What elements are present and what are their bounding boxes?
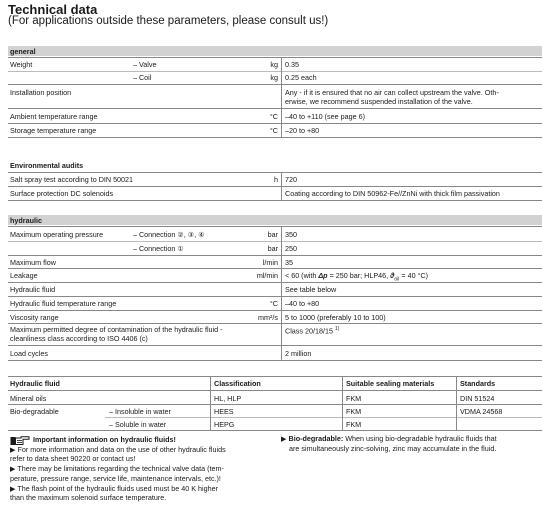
visc-value: 5 to 1000 (preferably 10 to 100) — [285, 313, 386, 322]
divider — [8, 296, 542, 297]
contam-label-line2: cleanliness class according to ISO 4406 (c) — [10, 334, 148, 343]
divider — [8, 376, 542, 377]
storage-value: –20 to +80 — [285, 126, 320, 135]
table-cell-sealing: FKM — [346, 394, 362, 403]
leak-value: < 60 (with Δp = 250 bar; HLP46, $ϑ_{oil} = 40$ °C) — [285, 271, 429, 283]
table-header-fluid: Hydraulic fluid — [10, 379, 60, 388]
weight-valve-label: – Valve — [133, 60, 157, 69]
conn1-unit: bar — [267, 230, 278, 239]
notes-heading: Important information on hydraulic fluids! — [33, 435, 176, 444]
divider — [8, 255, 542, 256]
surface-label: Surface protection DC solenoids — [10, 189, 114, 198]
divider — [8, 390, 542, 391]
table-cell-standards: DIN 51524 — [460, 394, 495, 403]
fluid-temp-value: –40 to +80 — [285, 299, 320, 308]
ambient-label: Ambient temperature range — [10, 112, 98, 121]
weight-coil-value: 0.25 each — [285, 73, 317, 82]
contam-value: Class 20/18/15 $^{1)}$ — [285, 326, 340, 336]
ambient-value: –40 to +110 (see page 6) — [285, 112, 365, 121]
table-cell-subtype: – Insoluble in water — [109, 407, 171, 416]
salt-unit: h — [274, 175, 278, 184]
divider — [8, 360, 542, 361]
salt-label: Salt spray test according to DIN 50021 — [10, 175, 134, 184]
visc-label: Viscosity range — [10, 313, 59, 322]
divider — [8, 57, 542, 58]
table-header-sealing: Suitable sealing materials — [346, 379, 435, 388]
note-line: ▶ The flash point of the hydraulic fluids used must be 40 K higher — [10, 484, 218, 493]
bio-note-line2: are simultaneously zinc-solving, zinc may accumulate in the fluid. — [289, 444, 497, 453]
fluid-temp-label: Hydraulic fluid temperature range — [10, 299, 117, 308]
section-title-general: general — [10, 47, 36, 56]
divider — [8, 268, 542, 269]
table-cell-standards: VDMA 24568 — [460, 407, 503, 416]
divider — [8, 108, 542, 109]
table-cell-sealing: FKM — [346, 420, 362, 429]
divider — [8, 226, 542, 227]
divider — [8, 71, 542, 72]
note-line: than the maximum solenoid surface temperature. — [10, 493, 167, 502]
page-title: Technical data — [8, 2, 98, 17]
divider — [8, 345, 542, 346]
flow-value: 35 — [285, 258, 293, 267]
divider — [8, 172, 542, 173]
conn2-label: – Connection ① — [133, 244, 184, 253]
conn2-unit: bar — [267, 244, 278, 253]
column-divider — [456, 376, 457, 430]
flow-label: Maximum flow — [10, 258, 56, 267]
bio-note-line1: ▶ Bio-degradable: When using bio-degradable hydraulic fluids that — [281, 434, 497, 443]
storage-unit: °C — [269, 126, 278, 135]
conn2-value: 250 — [285, 244, 297, 253]
divider — [105, 417, 542, 418]
section-title-hydraulic: hydraulic — [10, 216, 42, 225]
fluid-label: Hydraulic fluid — [10, 285, 56, 294]
section-title-env: Environmental audits — [10, 161, 84, 170]
divider — [8, 323, 542, 324]
pressure-label: Maximum operating pressure — [10, 230, 104, 239]
column-divider — [281, 226, 282, 360]
surface-value: Coating according to DIN 50962-Fe//ZnNi with thick film passivation — [285, 189, 500, 198]
install-value-line2: erwise, we recommend suspended installation of the valve. — [285, 97, 473, 106]
divider — [8, 84, 542, 85]
page-subtitle: (For applications outside these parameters, please consult us!) — [8, 15, 329, 27]
column-divider — [281, 57, 282, 137]
column-divider — [281, 172, 282, 200]
fluid-temp-unit: °C — [269, 299, 278, 308]
note-line: ▶ For more information and data on the use of other hydraulic fluids — [10, 445, 226, 454]
table-header-classification: Classification — [214, 379, 261, 388]
table-cell-classification: HL, HLP — [214, 394, 242, 403]
weight-coil-label: – Coil — [133, 73, 152, 82]
divider — [8, 200, 542, 201]
weight-coil-unit: kg — [270, 73, 278, 82]
table-cell-classification: HEES — [214, 407, 234, 416]
divider — [8, 282, 542, 283]
table-cell-sealing: FKM — [346, 407, 362, 416]
note-line: perature, pressure range, service life, maintenance intervals, etc.)! — [10, 474, 221, 483]
weight-valve-unit: kg — [270, 60, 278, 69]
divider — [8, 430, 542, 431]
divider — [8, 137, 542, 138]
divider — [8, 123, 542, 124]
pointing-hand-icon — [10, 433, 30, 443]
section-band-hydraulic — [8, 215, 542, 225]
flow-unit: l/min — [262, 258, 278, 267]
load-value: 2 million — [285, 349, 312, 358]
divider — [8, 404, 542, 405]
weight-label: Weight — [10, 60, 33, 69]
ambient-unit: °C — [269, 112, 278, 121]
visc-unit: mm²/s — [258, 313, 278, 322]
column-divider — [342, 376, 343, 430]
table-cell-classification: HEPG — [214, 420, 235, 429]
contam-label-line1: Maximum permitted degree of contamination of the hydraulic fluid - — [10, 325, 223, 334]
table-header-standards: Standards — [460, 379, 496, 388]
note-line: ▶ There may be limitations regarding the technical valve data (tem- — [10, 464, 224, 473]
section-band-general — [8, 46, 542, 56]
fluid-value: See table below — [285, 285, 337, 294]
conn1-value: 350 — [285, 230, 297, 239]
leak-label: Leakage — [10, 271, 38, 280]
storage-label: Storage temperature range — [10, 126, 97, 135]
column-divider — [210, 376, 211, 430]
load-label: Load cycles — [10, 349, 48, 358]
leak-unit: ml/min — [256, 271, 278, 280]
install-value-line1: Any - if it is ensured that no air can collect upstream the valve. Oth- — [285, 88, 499, 97]
salt-value: 720 — [285, 175, 297, 184]
note-line: refer to data sheet 90220 or contact us! — [10, 454, 136, 463]
divider — [8, 186, 542, 187]
table-cell-subtype: – Soluble in water — [109, 420, 167, 429]
table-cell-fluid: Bio-degradable — [10, 407, 59, 416]
divider — [8, 241, 542, 242]
conn1-label: – Connection ②, ③, ④ — [133, 230, 205, 239]
weight-valve-value: 0.35 — [285, 60, 299, 69]
divider — [8, 310, 542, 311]
install-label: Installation position — [10, 88, 72, 97]
table-cell-fluid: Mineral oils — [10, 394, 47, 403]
